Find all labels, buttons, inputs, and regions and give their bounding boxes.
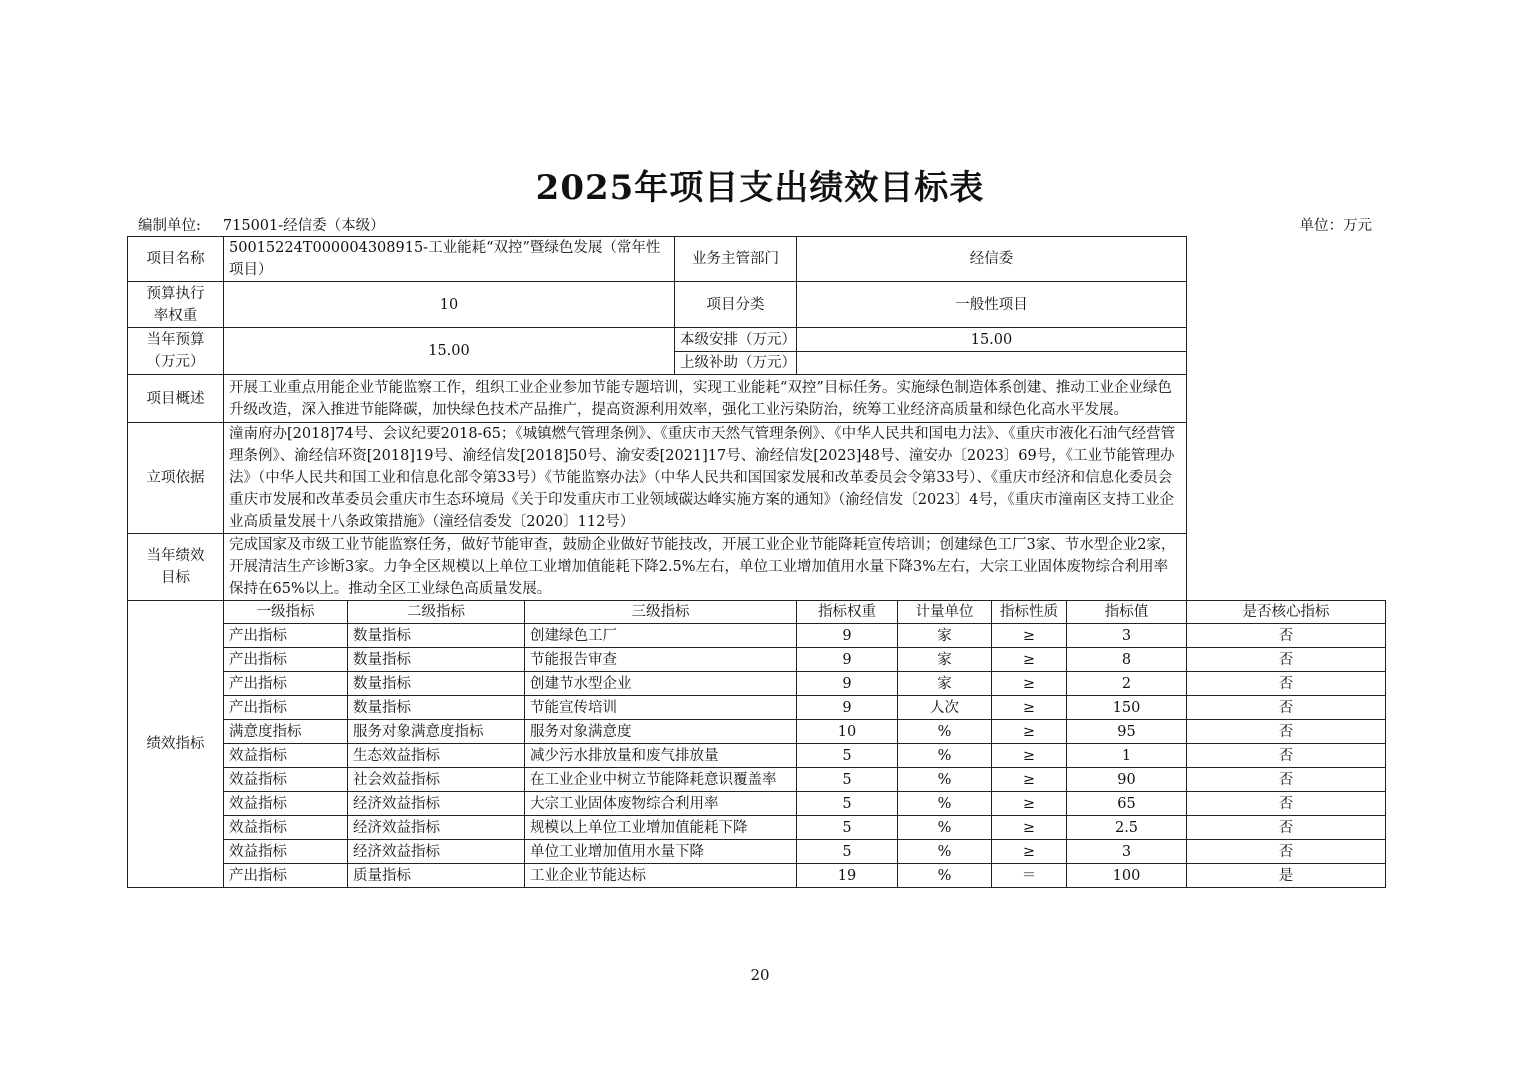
indicator-level3: 节能宣传培训 xyxy=(525,696,797,720)
indicator-value: 90 xyxy=(1067,768,1187,792)
table-row xyxy=(128,672,1386,696)
table-row xyxy=(128,768,1386,792)
indicator-weight: 5 xyxy=(797,816,898,840)
header-unit: 计量单位 xyxy=(898,601,992,624)
indicator-unit: % xyxy=(898,744,992,768)
dept-value: 经信委 xyxy=(797,237,1187,282)
indicator-level1: 产出指标 xyxy=(224,624,348,648)
indicator-unit: % xyxy=(898,792,992,816)
indicator-value: 150 xyxy=(1067,696,1187,720)
indicator-unit: 人次 xyxy=(898,696,992,720)
indicator-core: 否 xyxy=(1187,696,1386,720)
dept-label: 业务主管部门 xyxy=(675,237,797,282)
header-value: 指标值 xyxy=(1067,601,1187,624)
indicator-level1: 效益指标 xyxy=(224,768,348,792)
indicator-level3: 规模以上单位工业增加值能耗下降 xyxy=(525,816,797,840)
indicator-level1: 效益指标 xyxy=(224,840,348,864)
unit-label: 编制单位: xyxy=(138,218,201,234)
goal-text: 完成国家及市级工业节能监察任务，做好节能审查，鼓励企业做好节能技改，开展工业企业节能降耗宣传培训；创建绿色工厂3家、节水型企业2家，开展清洁生产诊断3家。力争全区规模以上单位工业增加值能耗下降2.5%左右，单位工业增加值用水量下降3%左右，大宗工业固体废物综合利用率保持在65%以上。推动全区工业绿色高质量发展。 xyxy=(224,534,1187,601)
compiling-unit xyxy=(138,214,385,235)
indicator-level2: 经济效益指标 xyxy=(348,792,525,816)
basis-text: 潼南府办[2018]74号、会议纪要2018-65；《城镇燃气管理条例》、《重庆市天然气管理条例》、《中华人民共和国电力法》、《重庆市液化石油气经营管理条例》、渝经信环资[2018]19号、渝经信发[2018]50号、渝安委[2021]17号、渝经信发[2023]48号、潼安办〔2023〕69号，《工业节能管理办法》（中华人民共和国工业和信息化部令第33号）《节能监察办法》（中华人民共和国国家发展和改革委员会令第33号）、《重庆市经济和信息化委员会重庆市发展和改革委员会重庆市生态环境局《关于印发重庆市工业领域碳达峰实施方案的通知》（渝经信发〔2023〕4号，《重庆市潼南区支持工业企业高质量发展十八条政策措施》（潼经信委发〔2020〕112号） xyxy=(224,423,1187,534)
indicator-core: 否 xyxy=(1187,720,1386,744)
indicator-weight: 5 xyxy=(797,744,898,768)
header-nature: 指标性质 xyxy=(992,601,1067,624)
indicator-level1: 满意度指标 xyxy=(224,720,348,744)
indicator-level2: 社会效益指标 xyxy=(348,768,525,792)
indicator-core: 否 xyxy=(1187,624,1386,648)
indicator-unit: % xyxy=(898,864,992,888)
upper-subsidy-value xyxy=(797,352,1187,375)
indicator-core: 否 xyxy=(1187,768,1386,792)
basis-row xyxy=(128,423,1386,534)
indicator-level3: 节能报告审查 xyxy=(525,648,797,672)
budget-row-local xyxy=(128,328,1386,352)
indicator-level2: 服务对象满意度指标 xyxy=(348,720,525,744)
indicator-level1: 产出指标 xyxy=(224,648,348,672)
indicator-level3: 大宗工业固体废物综合利用率 xyxy=(525,792,797,816)
indicator-value: 2 xyxy=(1067,672,1187,696)
table-row xyxy=(128,816,1386,840)
category-value: 一般性项目 xyxy=(797,282,1187,328)
indicator-level2: 生态效益指标 xyxy=(348,744,525,768)
page-number: 20 xyxy=(750,966,770,984)
page-title: 2025年项目支出绩效目标表 xyxy=(535,168,985,208)
indicator-value: 1 xyxy=(1067,744,1187,768)
indicator-level2: 经济效益指标 xyxy=(348,840,525,864)
indicator-weight: 9 xyxy=(797,672,898,696)
project-name-value: 50015224T000004308915-工业能耗“双控”暨绿色发展（常年性项目） xyxy=(224,237,675,282)
overview-label: 项目概述 xyxy=(128,375,224,423)
indicator-weight: 9 xyxy=(797,648,898,672)
indicator-core: 是 xyxy=(1187,864,1386,888)
indicator-nature: ≥ xyxy=(992,672,1067,696)
indicator-unit: 家 xyxy=(898,648,992,672)
table-row xyxy=(128,696,1386,720)
category-label: 项目分类 xyxy=(675,282,797,328)
indicator-nature: ≥ xyxy=(992,720,1067,744)
indicator-level3: 服务对象满意度 xyxy=(525,720,797,744)
project-name-label: 项目名称 xyxy=(128,237,224,282)
indicator-level3: 创建节水型企业 xyxy=(525,672,797,696)
unit-value: 715001-经信委（本级） xyxy=(222,218,385,234)
indicator-unit: % xyxy=(898,768,992,792)
indicator-nature: ≥ xyxy=(992,744,1067,768)
goal-row xyxy=(128,534,1386,601)
indicator-level2: 数量指标 xyxy=(348,696,525,720)
overview-text: 开展工业重点用能企业节能监察工作，组织工业企业参加节能专题培训，实现工业能耗“双控”目标任务。实施绿色制造体系创建、推动工业企业绿色升级改造，深入推进节能降碳，加快绿色技术产品推广，提高资源利用效率，强化工业污染防治，统筹工业经济高质量和绿色化高水平发展。 xyxy=(224,375,1187,423)
indicator-weight: 19 xyxy=(797,864,898,888)
header-level2: 二级指标 xyxy=(348,601,525,624)
indicator-core: 否 xyxy=(1187,672,1386,696)
indicator-level2: 经济效益指标 xyxy=(348,816,525,840)
basis-label: 立项依据 xyxy=(128,423,224,534)
indicator-nature: ≥ xyxy=(992,792,1067,816)
header-weight: 指标权重 xyxy=(797,601,898,624)
indicator-level3: 创建绿色工厂 xyxy=(525,624,797,648)
budget-weight-row xyxy=(128,282,1386,328)
indicator-level2: 数量指标 xyxy=(348,624,525,648)
indicator-nature: ≥ xyxy=(992,648,1067,672)
indicator-level2: 数量指标 xyxy=(348,672,525,696)
performance-target-table xyxy=(127,236,1386,888)
indicator-nature: ≥ xyxy=(992,696,1067,720)
currency-unit: 单位：万元 xyxy=(1299,218,1372,234)
table-row xyxy=(128,840,1386,864)
indicator-weight: 5 xyxy=(797,768,898,792)
indicator-unit: % xyxy=(898,840,992,864)
indicator-level1: 产出指标 xyxy=(224,696,348,720)
overview-row xyxy=(128,375,1386,423)
indicator-level3: 减少污水排放量和废气排放量 xyxy=(525,744,797,768)
indicator-level2: 数量指标 xyxy=(348,648,525,672)
table-row xyxy=(128,720,1386,744)
indicator-nature: ≥ xyxy=(992,816,1067,840)
indicator-nature: ＝ xyxy=(992,864,1067,888)
indicator-level3: 单位工业增加值用水量下降 xyxy=(525,840,797,864)
indicator-core: 否 xyxy=(1187,648,1386,672)
upper-subsidy-label: 上级补助（万元） xyxy=(675,352,797,375)
indicator-level1: 效益指标 xyxy=(224,792,348,816)
indicator-weight: 9 xyxy=(797,624,898,648)
indicator-core: 否 xyxy=(1187,816,1386,840)
budget-weight-label: 预算执行 率权重 xyxy=(128,282,224,328)
table-row xyxy=(128,744,1386,768)
indicator-level2: 质量指标 xyxy=(348,864,525,888)
indicator-level1: 效益指标 xyxy=(224,744,348,768)
header-level1: 一级指标 xyxy=(224,601,348,624)
indicator-header-row xyxy=(128,601,1386,624)
table-row xyxy=(128,792,1386,816)
indicator-level1: 产出指标 xyxy=(224,672,348,696)
indicator-weight: 9 xyxy=(797,696,898,720)
indicator-value: 3 xyxy=(1067,840,1187,864)
header-level3: 三级指标 xyxy=(525,601,797,624)
indicator-level1: 效益指标 xyxy=(224,816,348,840)
table-row xyxy=(128,624,1386,648)
indicator-nature: ≥ xyxy=(992,840,1067,864)
annual-budget-label: 当年预算 （万元） xyxy=(128,328,224,375)
indicators-label: 绩效指标 xyxy=(128,601,224,888)
indicator-value: 100 xyxy=(1067,864,1187,888)
table-row xyxy=(128,648,1386,672)
indicator-core: 否 xyxy=(1187,840,1386,864)
indicator-nature: ≥ xyxy=(992,624,1067,648)
local-arrangement-label: 本级安排（万元） xyxy=(675,328,797,352)
goal-label: 当年绩效 目标 xyxy=(128,534,224,601)
local-arrangement-value: 15.00 xyxy=(797,328,1187,352)
header-core: 是否核心指标 xyxy=(1187,601,1386,624)
indicator-weight: 5 xyxy=(797,792,898,816)
indicator-level3: 工业企业节能达标 xyxy=(525,864,797,888)
indicator-unit: 家 xyxy=(898,672,992,696)
table-row xyxy=(128,864,1386,888)
indicator-level1: 产出指标 xyxy=(224,864,348,888)
indicator-nature: ≥ xyxy=(992,768,1067,792)
indicator-unit: 家 xyxy=(898,624,992,648)
indicator-core: 否 xyxy=(1187,792,1386,816)
indicator-weight: 5 xyxy=(797,840,898,864)
indicator-unit: % xyxy=(898,720,992,744)
indicator-value: 8 xyxy=(1067,648,1187,672)
project-name-row xyxy=(128,237,1386,282)
indicator-value: 65 xyxy=(1067,792,1187,816)
indicator-value: 3 xyxy=(1067,624,1187,648)
annual-budget-value: 15.00 xyxy=(224,328,675,375)
indicator-value: 95 xyxy=(1067,720,1187,744)
indicator-unit: % xyxy=(898,816,992,840)
indicator-value: 2.5 xyxy=(1067,816,1187,840)
budget-weight-value: 10 xyxy=(224,282,675,328)
indicator-weight: 10 xyxy=(797,720,898,744)
indicator-level3: 在工业企业中树立节能降耗意识覆盖率 xyxy=(525,768,797,792)
indicator-core: 否 xyxy=(1187,744,1386,768)
